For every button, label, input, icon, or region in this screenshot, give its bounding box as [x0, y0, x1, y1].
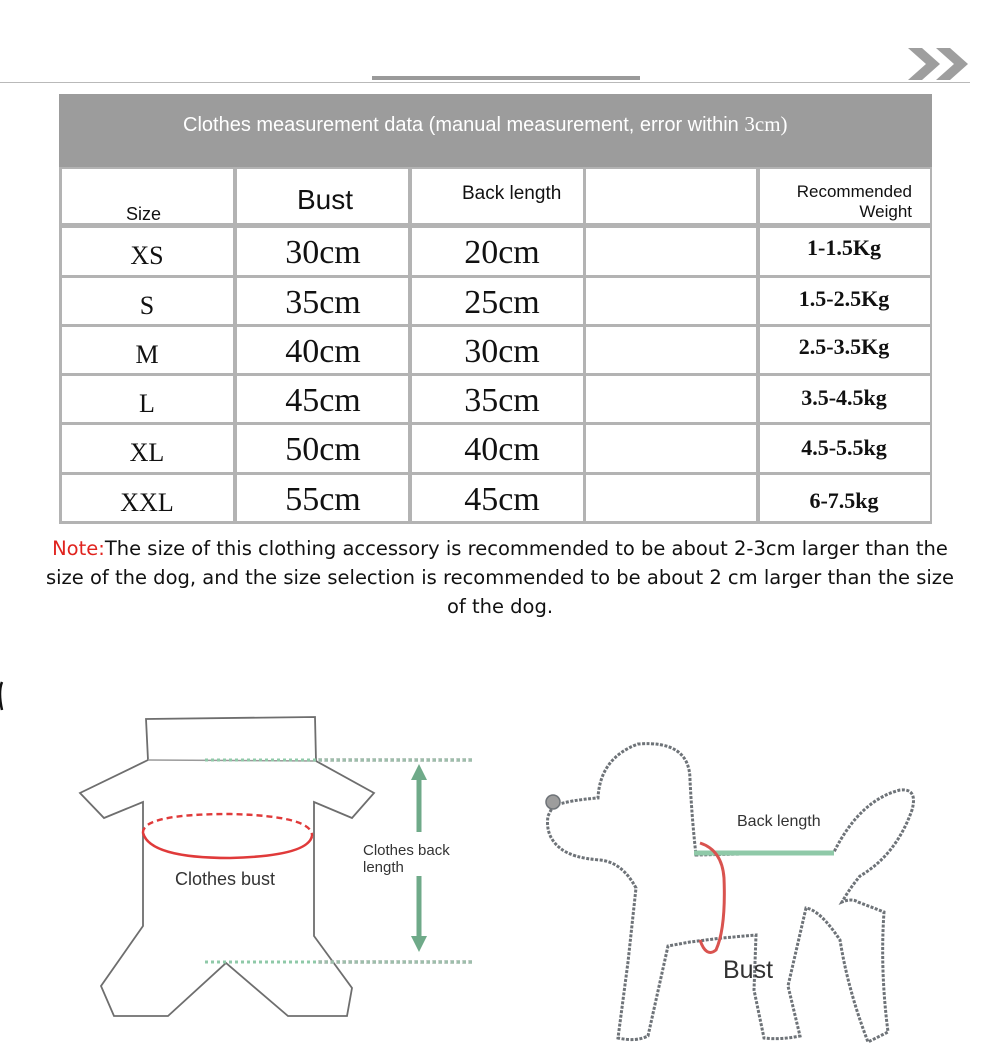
note-label: Note:	[52, 537, 105, 560]
size-cell-value: XXL	[120, 488, 174, 517]
back-length-cell-value: 40cm	[464, 431, 540, 468]
back-length-cell-value: 30cm	[464, 333, 540, 370]
clothes-back-length-label-line2: length	[363, 859, 404, 876]
recommended-weight-cell-value: 4.5-5.5kg	[801, 435, 887, 460]
double-chevron-right-icon	[906, 44, 974, 84]
measurement-diagram	[0, 640, 999, 1050]
column-header-back-length: Back length	[462, 183, 562, 204]
size-cell-value: S	[139, 291, 155, 320]
table-cell	[586, 327, 756, 373]
back-length-cell-value: 20cm	[464, 234, 540, 271]
table-cell	[586, 376, 756, 422]
note-text: The size of this clothing accessory is recommended to be about 2-3cm larger than the size of the dog, and the size selection is recommended to be about 2 cm larger than the size of the dog.	[45, 537, 955, 618]
top-divider	[0, 82, 970, 83]
clothes-bust-label: Clothes bust	[175, 869, 276, 889]
table-cell	[586, 425, 756, 472]
bust-cell-value: 35cm	[285, 284, 361, 321]
column-header-recommended-weight: Recommended Weight	[796, 182, 912, 221]
recommended-weight-cell-value: 6-7.5kg	[809, 488, 879, 513]
bust-cell-value: 50cm	[285, 431, 361, 468]
size-note	[40, 534, 960, 621]
column-header-bust: Bust	[297, 184, 354, 215]
table-header-cell	[586, 169, 756, 223]
size-cell-value: M	[135, 340, 159, 369]
dog-bust-label: Bust	[723, 956, 774, 984]
clothes-back-length-label-line1: Clothes back	[363, 842, 450, 859]
bust-cell-value: 30cm	[285, 234, 361, 271]
size-cell-value: XL	[129, 438, 165, 467]
back-length-cell-value: 25cm	[464, 284, 540, 321]
table-title-bar	[59, 94, 932, 167]
table-cell	[586, 278, 756, 324]
dog-outline-illustration	[546, 744, 914, 1042]
top-divider-accent	[372, 76, 640, 80]
recommended-weight-cell-value: 1.5-2.5Kg	[798, 286, 890, 311]
size-cell-value: L	[139, 389, 155, 418]
back-length-cell-value: 45cm	[464, 481, 540, 518]
recommended-weight-cell-value: 3.5-4.5kg	[801, 385, 887, 410]
bust-cell-value: 45cm	[285, 382, 361, 419]
bust-cell-value: 40cm	[285, 333, 361, 370]
table-cell	[586, 228, 756, 275]
bust-cell-value: 55cm	[285, 481, 361, 518]
clothes-outline-illustration	[80, 717, 474, 1016]
recommended-weight-cell-value: 2.5-3.5Kg	[798, 334, 890, 359]
recommended-weight-cell-value: 1-1.5Kg	[807, 235, 881, 260]
back-length-cell-value: 35cm	[464, 382, 540, 419]
column-header-size: Size	[126, 204, 162, 224]
size-cell-value: XS	[130, 241, 164, 270]
dog-back-length-label: Back length	[737, 813, 821, 830]
table-title: Clothes measurement data (manual measurement, error within 3cm)	[183, 112, 788, 136]
table-cell	[586, 475, 756, 521]
